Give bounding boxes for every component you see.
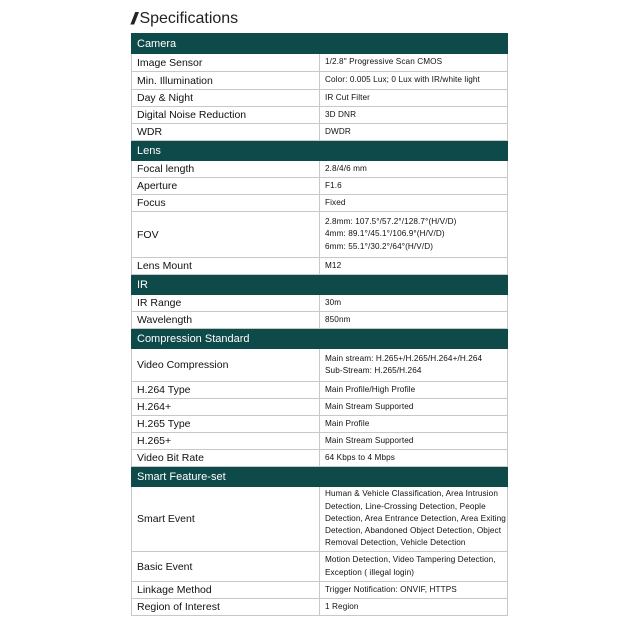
spec-label: Linkage Method (132, 582, 320, 599)
spec-row (132, 72, 508, 90)
spec-row (132, 382, 508, 399)
spec-value: 30m (320, 295, 508, 312)
spec-row (132, 399, 508, 416)
section-title: Lens (132, 141, 508, 161)
spec-row (132, 312, 508, 329)
value-line: Detection, Area Entrance Detection, Area Exiting (325, 513, 506, 523)
spec-row (132, 258, 508, 275)
spec-label: Smart Event (132, 487, 320, 552)
value-line: Detection, Line-Crossing Detection, People (325, 501, 486, 511)
spec-row (132, 161, 508, 178)
section-header-lens (132, 141, 508, 161)
spec-value (320, 487, 508, 552)
title-text: Specifications (139, 10, 239, 27)
spec-value: M12 (320, 258, 508, 275)
spec-value: Main Profile (320, 416, 508, 433)
spec-value: Main Stream Supported (320, 433, 508, 450)
spec-value: 64 Kbps to 4 Mbps (320, 450, 508, 467)
spec-value (320, 552, 508, 582)
spec-label: Day & Night (132, 90, 320, 107)
spec-row (132, 599, 508, 616)
section-title: Smart Feature-set (132, 467, 508, 487)
spec-label: H.265 Type (132, 416, 320, 433)
spec-row (132, 487, 508, 552)
value-line: Detection, Abandoned Object Detection, Object (325, 526, 502, 536)
spec-label: H.264 Type (132, 382, 320, 399)
section-title: IR (132, 275, 508, 295)
spec-row (132, 433, 508, 450)
spec-row (132, 416, 508, 433)
section-header-compression (132, 329, 508, 349)
spec-row (132, 349, 508, 382)
spec-value: DWDR (320, 124, 508, 141)
spec-label: Basic Event (132, 552, 320, 582)
spec-row (132, 90, 508, 107)
spec-row (132, 195, 508, 212)
title-slash-icon: // (131, 9, 135, 28)
spec-label: Lens Mount (132, 258, 320, 275)
spec-row (132, 450, 508, 467)
spec-table (131, 33, 508, 616)
spec-value: Color: 0.005 Lux; 0 Lux with IR/white light (320, 72, 508, 90)
spec-value: Main Profile/High Profile (320, 382, 508, 399)
spec-label: IR Range (132, 295, 320, 312)
section-header-ir (132, 275, 508, 295)
spec-label: Digital Noise Reduction (132, 107, 320, 124)
value-line: Main stream: H.265+/H.265/H.264+/H.264 (325, 353, 483, 363)
spec-label: Video Compression (132, 349, 320, 382)
spec-row (132, 178, 508, 195)
spec-label: Image Sensor (132, 54, 320, 72)
spec-value: Fixed (320, 195, 508, 212)
spec-row (132, 54, 508, 72)
spec-row (132, 295, 508, 312)
spec-value: 2.8/4/6 mm (320, 161, 508, 178)
value-line: Human & Vehicle Classification, Area Intrusion (325, 489, 498, 499)
spec-label: Min. Illumination (132, 72, 320, 90)
section-title: Camera (132, 34, 508, 54)
value-line: 4mm: 89.1°/45.1°/106.9°(H/V/D) (325, 229, 445, 239)
spec-row (132, 124, 508, 141)
spec-label: Wavelength (132, 312, 320, 329)
spec-row (132, 212, 508, 258)
value-line: 2.8mm: 107.5°/57.2°/128.7°(H/V/D) (325, 217, 457, 227)
spec-row (132, 552, 508, 582)
spec-label: Video Bit Rate (132, 450, 320, 467)
section-header-smart-feature-set (132, 467, 508, 487)
spec-label: H.265+ (132, 433, 320, 450)
value-line: Sub-Stream: H.265/H.264 (325, 366, 422, 375)
spec-value: Main Stream Supported (320, 399, 508, 416)
value-line: Exception ( illegal login) (325, 567, 415, 577)
spec-row (132, 107, 508, 124)
spec-label: WDR (132, 124, 320, 141)
spec-value (320, 349, 508, 382)
spec-value: IR Cut Filter (320, 90, 508, 107)
spec-value: 3D DNR (320, 107, 508, 124)
spec-label: Region of Interest (132, 599, 320, 616)
spec-value: F1.6 (320, 178, 508, 195)
spec-row (132, 582, 508, 599)
spec-value: 850nm (320, 312, 508, 329)
spec-label: Focus (132, 195, 320, 212)
spec-label: Focal length (132, 161, 320, 178)
spec-value: Trigger Notification: ONVIF, HTTPS (320, 582, 508, 599)
spec-label: FOV (132, 212, 320, 258)
spec-value: 1/2.8" Progressive Scan CMOS (320, 54, 508, 72)
value-line: Motion Detection, Video Tampering Detection, (325, 555, 496, 565)
spec-value: 1 Region (320, 599, 508, 616)
section-header-camera (132, 34, 508, 54)
value-line: Removal Detection, Vehicle Detection (325, 538, 466, 548)
spec-value (320, 212, 508, 258)
spec-label: H.264+ (132, 399, 320, 416)
section-title: Compression Standard (132, 329, 508, 349)
page-title (131, 8, 238, 30)
spec-label: Aperture (132, 178, 320, 195)
value-line: 6mm: 55.1°/30.2°/64°(H/V/D) (325, 241, 434, 251)
